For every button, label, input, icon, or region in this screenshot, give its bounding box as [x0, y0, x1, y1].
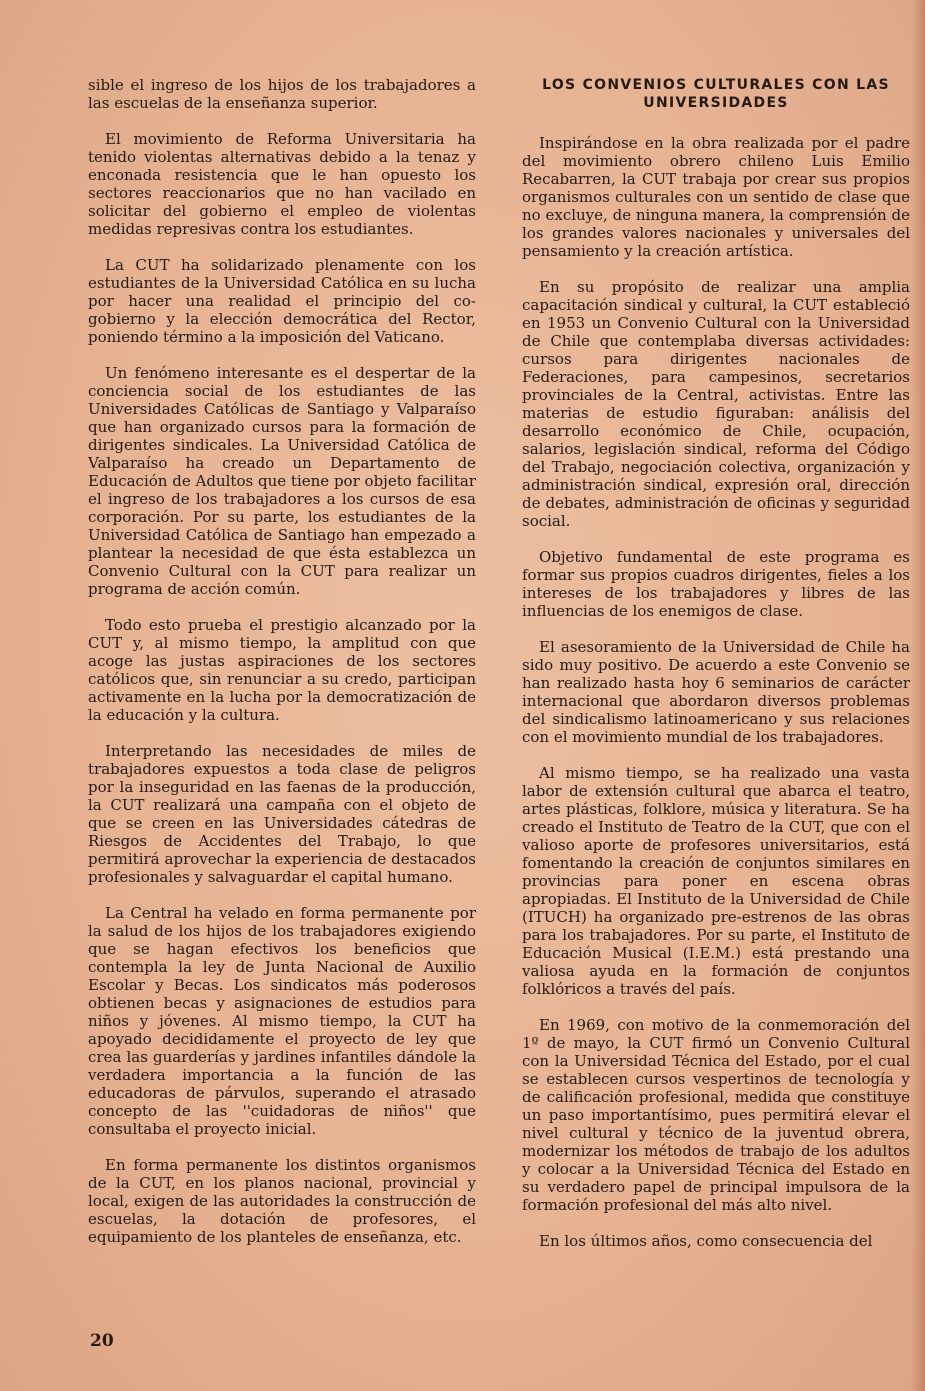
paragraph: Un fenómeno interesante es el despertar de la conciencia social de los estudiantes de las Universidades Católicas de Santiago y Valparaíso que han organizado cursos para la formación de dirigentes sindicales. La Universidad Católica de Valparaíso ha creado un Departamento de Educación de Adultos que tiene por objeto facilitar el ingreso de los trabajadores a los cursos de esa corporación. Por su parte, los estudiantes de la Universidad Católica de Santiago han empezado a plantear la necesidad de que ésta establezca un Convenio Cultural con la CUT para realizar un programa de acción común.: [88, 364, 476, 598]
paragraph: La CUT ha solidarizado plenamente con los estudiantes de la Universidad Católica en su lucha por hacer una realidad el principio del co-gobierno y la elección democrática del Rector, poniendo término a la imposición del Vaticano.: [88, 256, 476, 346]
left-column: [88, 76, 476, 1264]
paragraph: Al mismo tiempo, se ha realizado una vasta labor de extensión cultural que abarca el teatro, artes plásticas, folklore, música y literatura. Se ha creado el Instituto de Teatro de la CUT, que con el valioso aporte de profesores universitarios, está fomentando la creación de conjuntos similares en provincias para poner en escena obras apropiadas. El Instituto de la Universidad de Chile (ITUCH) ha organizado pre-estrenos de las obras para los trabajadores. Por su parte, el Instituto de Educación Musical (I.E.M.) está prestando una valiosa ayuda en la formación de conjuntos folklóricos a través del país.: [522, 764, 910, 998]
page-number: 20: [90, 1331, 114, 1351]
paragraph: Inspirándose en la obra realizada por el padre del movimiento obrero chileno Luis Emilio Recabarren, la CUT trabaja por crear sus propios organismos culturales con un sentido de clase que no excluye, de ninguna manera, la comprensión de los grandes valores nacionales y universales del pensamiento y la creación artística.: [522, 134, 910, 260]
paragraph: La Central ha velado en forma permanente por la salud de los hijos de los trabajadores exigiendo que se hagan efectivos los beneficios que contempla la ley de Junta Nacional de Auxilio Escolar y Becas. Los sindicatos más poderosos obtienen becas y asignaciones de estudios para niños y jóvenes. Al mismo tiempo, la CUT ha apoyado decididamente el proyecto de ley que crea las guarderías y jardines infantiles dándole la verdadera importancia a la función de las educadoras de párvulos, superando el atrasado concepto de las ''cuidadoras de niños'' que consultaba el proyecto inicial.: [88, 904, 476, 1138]
paragraph: En los últimos años, como consecuencia del: [539, 1232, 873, 1250]
paragraph: El asesoramiento de la Universidad de Chile ha sido muy positivo. De acuerdo a este Convenio se han realizado hasta hoy 6 seminarios de carácter internacional que abordaron diversos problemas del sindicalismo latinoamericano y sus relaciones con el movimiento mundial de los trabajadores.: [522, 638, 910, 746]
paragraph: El movimiento de Reforma Universitaria ha tenido violentas alternativas debido a la tenaz y enconada resistencia que le han opuesto los sectores reaccionarios que no han vacilado en solicitar del gobierno el empleo de violentas medidas represivas contra los estudiantes.: [88, 130, 476, 238]
paragraph: Todo esto prueba el prestigio alcanzado por la CUT y, al mismo tiempo, la amplitud con que acoge las justas aspiraciones de los sectores católicos que, sin renunciar a su credo, participan activamente en la lucha por la democratización de la educación y la cultura.: [88, 616, 476, 724]
paragraph: En 1969, con motivo de la conmemoración del 1º de mayo, la CUT firmó un Convenio Cultural con la Universidad Técnica del Estado, por el cual se establecen cursos vespertinos de tecnología y de calificación profesional, medida que constituye un paso importantísimo, pues permitirá elevar el nivel cultural y técnico de la juventud obrera, modernizar los métodos de trabajo de los adultos y colocar a la Universidad Técnica del Estado en su verdadero papel de principal impulsora de la formación profesional del más alto nivel.: [522, 1016, 910, 1214]
section-heading: LOS CONVENIOS CULTURALES CON LAS UNIVERSIDADES: [542, 77, 890, 111]
paragraph: sible el ingreso de los hijos de los trabajadores a las escuelas de la enseñanza superior.: [88, 76, 476, 112]
page-edge-shadow: [911, 0, 925, 1391]
right-column: [522, 76, 910, 1250]
paragraph: Objetivo fundamental de este programa es formar sus propios cuadros dirigentes, fieles a los intereses de los trabajadores y libres de las influencias de los enemigos de clase.: [522, 548, 910, 620]
paragraph: Interpretando las necesidades de miles de trabajadores expuestos a toda clase de peligros por la inseguridad en las faenas de la producción, la CUT realizará una campaña con el objeto de que se creen en las Universidades cátedras de Riesgos de Accidentes del Trabajo, lo que permitirá aprovechar la experiencia de destacados profesionales y salvaguardar el capital humano.: [88, 742, 476, 886]
paragraph: En su propósito de realizar una amplia capacitación sindical y cultural, la CUT estableció en 1953 un Convenio Cultural con la Universidad de Chile que contemplaba diversas actividades: cursos para dirigentes nacionales de Federaciones, para campesinos, secretarios provinciales de la Central, activistas. Entre las materias de estudio figuraban: análisis del desarrollo económico de Chile, ocupación, salarios, legislación sindical, reforma del Código del Trabajo, negociación colectiva, organización y administración sindical, expresión oral, dirección de debates, administración de oficinas y seguridad social.: [522, 278, 910, 530]
paragraph: En forma permanente los distintos organismos de la CUT, en los planos nacional, provincial y local, exigen de las autoridades la construcción de escuelas, la dotación de profesores, el equipamiento de los planteles de enseñanza, etc.: [88, 1156, 476, 1246]
